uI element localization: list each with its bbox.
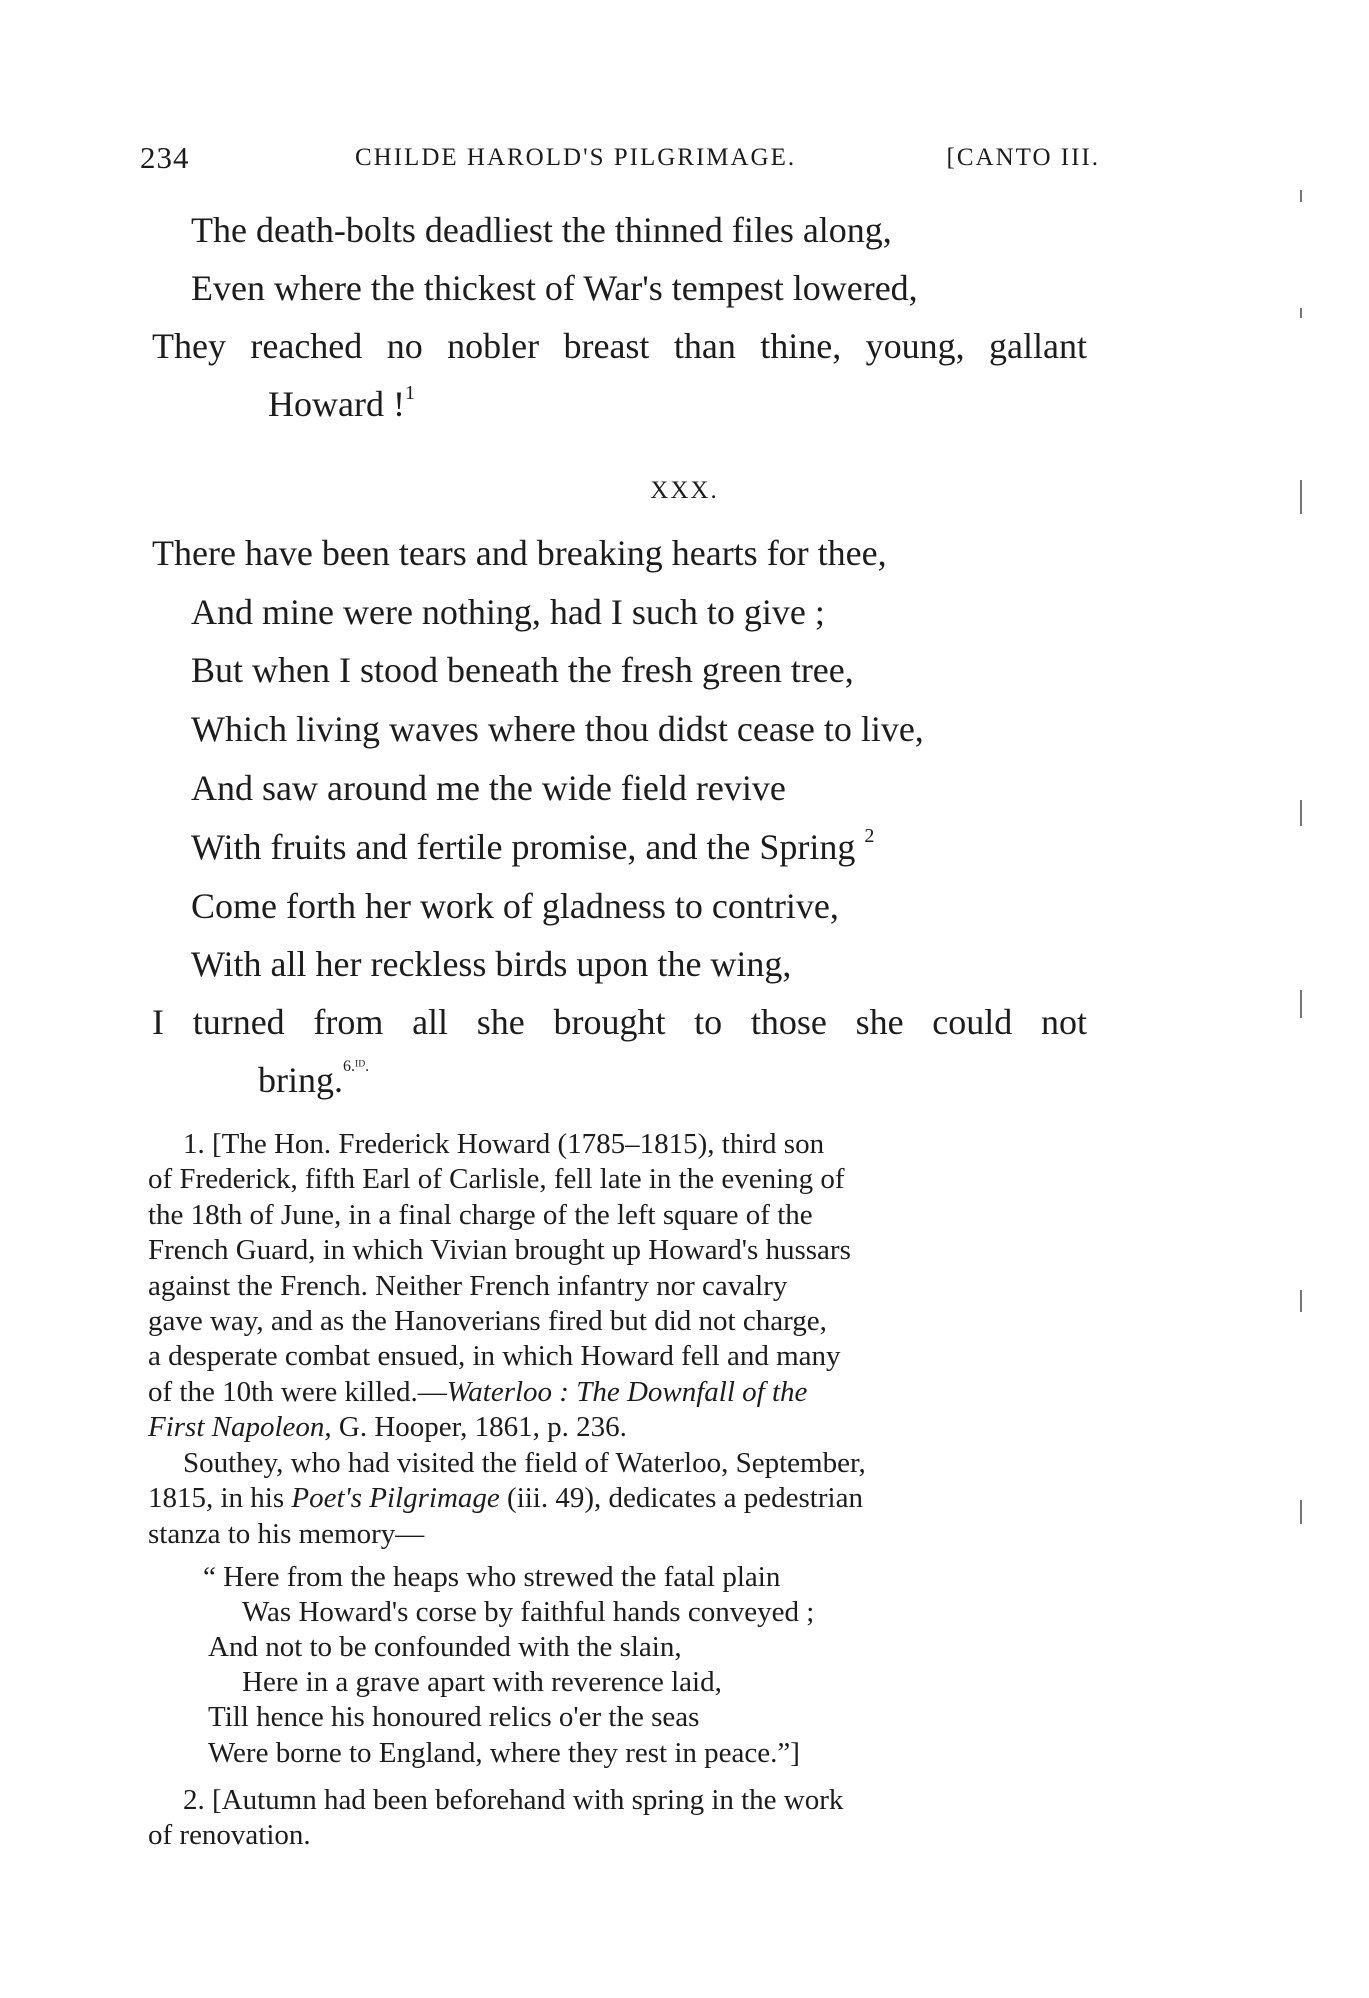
verse-line: They reached no nobler breast than thine, young, gallant xyxy=(152,326,1087,366)
stanza-line: Come forth her work of gladness to contrive, xyxy=(191,886,839,926)
stanza-number: XXX. xyxy=(650,477,719,504)
scan-speck xyxy=(1300,190,1302,202)
scan-speck xyxy=(1300,1500,1302,1524)
note-text: 1815, in his xyxy=(148,1482,292,1515)
quote-line: Was Howard's corse by faithful hands conveyed ; xyxy=(242,1596,815,1628)
scan-margin-marks xyxy=(1300,190,1320,1440)
footnote-1 xyxy=(148,1127,1088,1446)
note-line: French Guard, in which Vivian brought up Howard's hussars xyxy=(148,1234,851,1267)
note-line: stanza to his memory— xyxy=(148,1517,425,1550)
canto-label: [CANTO III. xyxy=(946,144,1100,171)
footnote-2 xyxy=(148,1783,1088,1854)
note-line: the 18th of June, in a final charge of the left square of the xyxy=(148,1198,813,1231)
running-title: CHILDE HAROLD'S PILGRIMAGE. xyxy=(355,144,797,171)
stanza-line: Which living waves where thou didst cease to live, xyxy=(191,709,924,749)
quote-line: Till hence his honoured relics o'er the seas xyxy=(208,1701,700,1733)
verse-line: The death-bolts deadliest the thinned files along, xyxy=(191,210,892,250)
scan-speck xyxy=(1300,1290,1302,1312)
note-text: of the 10th were killed.— xyxy=(148,1375,447,1408)
note-line: 1. [The Hon. Frederick Howard (1785–1815), third son xyxy=(183,1128,825,1160)
verse-text: bring. xyxy=(258,1060,343,1100)
quote-line: Here in a grave apart with reverence laid, xyxy=(242,1666,722,1698)
quote-line: And not to be confounded with the slain, xyxy=(208,1631,682,1663)
scan-speck xyxy=(1300,480,1302,514)
page-number: 234 xyxy=(140,140,190,175)
stanza-line: There have been tears and breaking hearts for thee, xyxy=(152,533,887,573)
note-citation-title: Waterloo : The Downfall of the xyxy=(446,1375,808,1408)
stanza-line: I turned from all she brought to those she could not xyxy=(152,1002,1087,1042)
scan-speck xyxy=(1300,308,1302,318)
note-line: Southey, who had visited the field of Waterloo, September, xyxy=(183,1447,866,1479)
note-text: (iii. 49), dedicates a pedestrian xyxy=(499,1482,863,1515)
note-line: of renovation. xyxy=(148,1819,311,1852)
note-line: of Frederick, fifth Earl of Carlisle, fell late in the evening of xyxy=(148,1163,845,1196)
stanza-line: But when I stood beneath the fresh green tree, xyxy=(191,650,854,690)
stanza-line xyxy=(191,825,875,867)
note-southey xyxy=(148,1446,1088,1552)
verse-text: With fruits and fertile promise, and the Spring xyxy=(191,827,856,867)
note-line: against the French. Neither French infantry nor cavalry xyxy=(148,1269,788,1302)
scan-speck xyxy=(1300,800,1302,826)
footnote-ref: 1 xyxy=(404,382,415,404)
footnote-ref: 2 xyxy=(864,825,875,847)
note-line: a desperate combat ensued, in which Howard fell and many xyxy=(148,1340,841,1373)
note-line xyxy=(148,1410,1088,1445)
note-citation-title: First Napoleon xyxy=(148,1411,325,1444)
variant-mark: 6.ᴵᴰ. xyxy=(343,1058,370,1075)
note-citation-title: Poet's Pilgrimage xyxy=(291,1482,500,1515)
running-header xyxy=(140,140,1100,180)
note-text: , G. Hooper, 1861, p. 236. xyxy=(324,1411,627,1444)
stanza-line: And mine were nothing, had I such to give ; xyxy=(191,592,825,632)
stanza-line: With all her reckless birds upon the wing, xyxy=(191,944,792,984)
note-line xyxy=(148,1375,1088,1410)
quote-line: Were borne to England, where they rest in peace.”] xyxy=(208,1737,800,1769)
quote-line: “ Here from the heaps who strewed the fatal plain xyxy=(203,1561,781,1593)
verse-line: Even where the thickest of War's tempest lowered, xyxy=(191,268,918,308)
note-line xyxy=(148,1481,1088,1516)
note-line: 2. [Autumn had been beforehand with spring in the work xyxy=(183,1784,844,1816)
scan-speck xyxy=(1300,990,1302,1018)
stanza-line: And saw around me the wide field revive xyxy=(191,768,786,808)
verse-text: Howard ! xyxy=(268,384,405,424)
note-line: gave way, and as the Hanoverians fired but did not charge, xyxy=(148,1305,827,1338)
verse-line-turnover xyxy=(268,382,415,424)
stanza-line-turnover xyxy=(258,1058,370,1100)
